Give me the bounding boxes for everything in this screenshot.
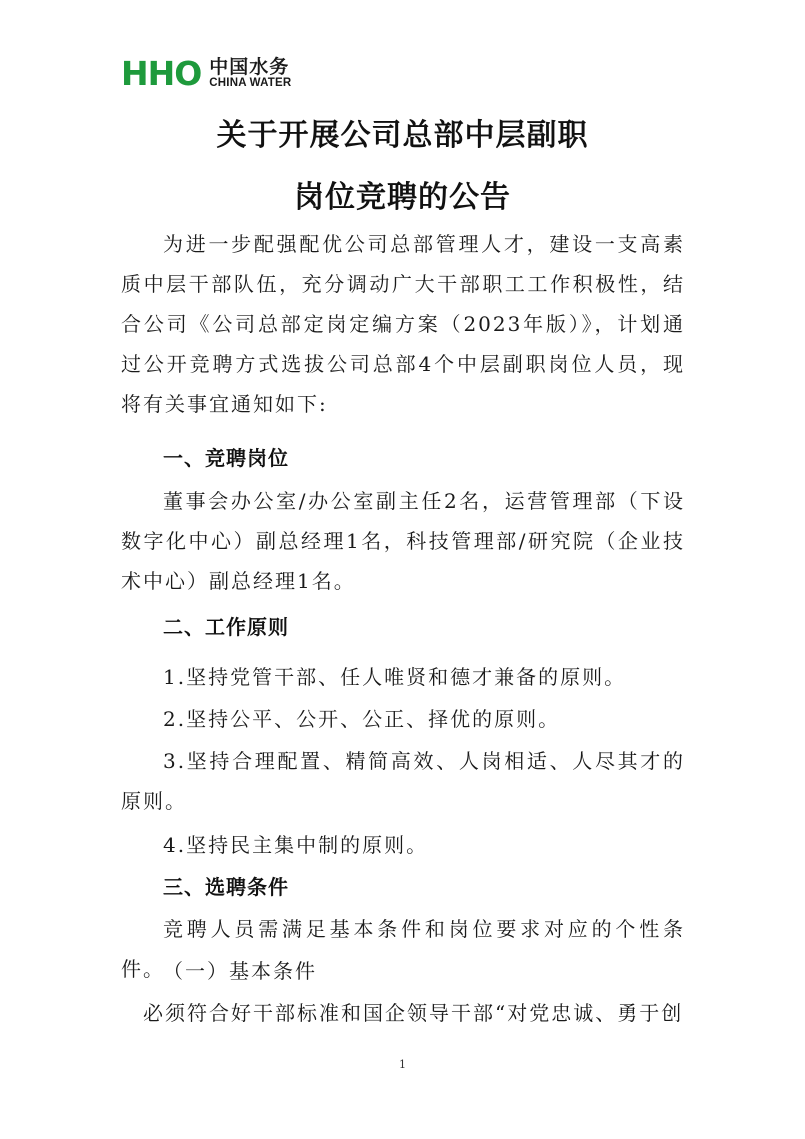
subsection1-body: 必须符合好干部标准和国企领导干部“对党忠诚、勇于创 [143,1001,684,1025]
principle-4: 4.坚持民主集中制的原则。 [163,833,429,857]
section1-heading: 一、竞聘岗位 [163,446,289,470]
logo-text [209,58,291,90]
section1-body: 董事会办公室/办公室副主任2名，运营管理部（下设数字化中心）副总经理1名，科技管理部/研究院（企业技术中心）副总经理1名。 [121,489,685,593]
intro-paragraph: 为进一步配强配优公司总部管理人才，建设一支高素质中层干部队伍，充分调动广大干部职工工作积极性，结合公司《公司总部定岗定编方案（2023年版）》，计划通过公开竞聘方式选拔公司总部4个中层副职岗位人员，现将有关事宜通知如下: [121,232,685,416]
subsection1-heading: （一）基本条件 [163,959,317,983]
section2-heading: 二、工作原则 [163,615,289,639]
document-title-line1: 关于开展公司总部中层副职 [216,118,589,153]
principle-3: 3.坚持合理配置、精简高效、人岗相适、人尽其才的原则。 [121,749,685,813]
principle-2: 2.坚持公平、公开、公正、择优的原则。 [163,707,561,731]
logo-english-name: CHINA WATER [209,77,292,89]
principle-1: 1.坚持党管干部、任人唯贤和德才兼备的原则。 [163,665,627,689]
logo-chinese-name: 中国水务 [209,56,290,78]
page-number: 1 [399,1058,406,1071]
document-title-line2: 岗位竞聘的公告 [294,180,511,215]
company-logo [121,56,291,92]
logo-mark: HHO [121,54,202,93]
section3-heading: 三、选聘条件 [163,875,289,899]
section3-body: 竞聘人员需满足基本条件和岗位要求对应的个性条件。 [121,917,685,981]
